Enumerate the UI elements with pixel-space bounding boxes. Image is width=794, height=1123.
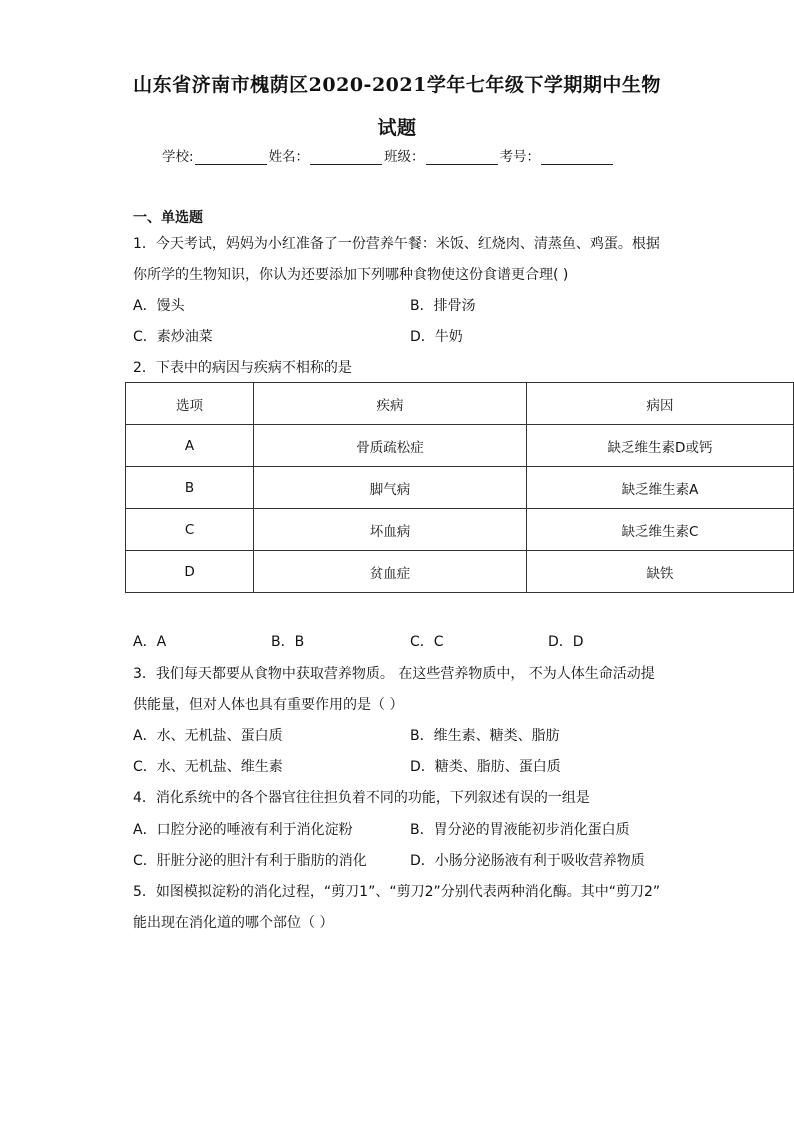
class-label: 班级： bbox=[384, 149, 425, 165]
q1-option-a[interactable]: A．馒头 bbox=[133, 298, 185, 314]
table-cell: 坏血病 bbox=[254, 509, 527, 551]
q4-option-d[interactable]: D．小肠分泌肠液有利于吸收营养物质 bbox=[410, 853, 645, 869]
q4-option-c[interactable]: C．肝脏分泌的胆汁有利于脂肪的消化 bbox=[133, 853, 367, 869]
table-header-cell: 病因 bbox=[527, 383, 794, 425]
name-label: 姓名： bbox=[268, 149, 310, 165]
school-blank[interactable] bbox=[195, 150, 267, 165]
table-cell: 骨质疏松症 bbox=[254, 425, 527, 467]
exam-title-line1: 山东省济南市槐荫区2020-2021学年七年级下学期期中生物 bbox=[133, 74, 661, 96]
q2-option-a[interactable]: A．A bbox=[133, 634, 167, 650]
table-row bbox=[126, 509, 794, 551]
disease-table bbox=[125, 382, 794, 593]
class-blank[interactable] bbox=[426, 150, 498, 165]
table-header-cell: 疾病 bbox=[254, 383, 527, 425]
q4-option-a[interactable]: A．口腔分泌的唾液有利于消化淀粉 bbox=[133, 822, 353, 838]
student-info-row bbox=[162, 145, 615, 165]
table-row bbox=[126, 551, 794, 593]
table-cell: 缺铁 bbox=[527, 551, 794, 593]
table-cell: 缺乏维生素A bbox=[527, 467, 794, 509]
table-header-cell: 选项 bbox=[126, 383, 254, 425]
q1-option-b[interactable]: B．排骨汤 bbox=[410, 298, 476, 314]
q2-option-b[interactable]: B．B bbox=[271, 634, 305, 650]
table-cell: D bbox=[126, 551, 254, 593]
q1-stem-line1: 1．今天考试，妈妈为小红准备了一份营养午餐：米饭、红烧肉、清蒸鱼、鸡蛋。根据 bbox=[133, 236, 660, 252]
table-cell: B bbox=[126, 467, 254, 509]
q3-option-b[interactable]: B．维生素、糖类、脂肪 bbox=[410, 728, 560, 744]
q3-stem-line1: 3．我们每天都要从食物中获取营养物质。 在这些营养物质中， 不为人体生命活动提 bbox=[133, 666, 655, 682]
q5-stem-line1: 5．如图模拟淀粉的消化过程，“剪刀1”、“剪刀2”分别代表两种消化酶。其中“剪刀2” bbox=[133, 884, 661, 900]
exam-title-line2: 试题 bbox=[377, 117, 417, 139]
school-label: 学校: bbox=[162, 149, 194, 165]
q2-stem: 2．下表中的病因与疾病不相称的是 bbox=[133, 360, 352, 376]
exam-number-blank[interactable] bbox=[541, 150, 613, 165]
table-row bbox=[126, 467, 794, 509]
q2-option-c[interactable]: C．C bbox=[410, 634, 444, 650]
q1-option-d[interactable]: D．牛奶 bbox=[410, 329, 463, 345]
table-cell: 缺乏维生素D或钙 bbox=[527, 425, 794, 467]
q3-option-a[interactable]: A．水、无机盐、蛋白质 bbox=[133, 728, 283, 744]
table-cell: 贫血症 bbox=[254, 551, 527, 593]
q4-option-b[interactable]: B．胃分泌的胃液能初步消化蛋白质 bbox=[410, 822, 630, 838]
table-cell: A bbox=[126, 425, 254, 467]
section-title: 一、单选题 bbox=[133, 210, 203, 226]
q2-option-d[interactable]: D．D bbox=[548, 634, 584, 650]
q1-option-c[interactable]: C．素炒油菜 bbox=[133, 329, 213, 345]
q5-stem-line2: 能出现在消化道的哪个部位（ ） bbox=[133, 915, 334, 931]
name-blank[interactable] bbox=[310, 150, 382, 165]
table-header-row bbox=[126, 383, 794, 425]
table-cell: C bbox=[126, 509, 254, 551]
q1-stem-line2: 你所学的生物知识，你认为还要添加下列哪种食物使这份食谱更合理( ) bbox=[133, 267, 569, 283]
q3-option-c[interactable]: C．水、无机盐、维生素 bbox=[133, 759, 283, 775]
table-cell: 缺乏维生素C bbox=[527, 509, 794, 551]
q3-stem-line2: 供能量，但对人体也具有重要作用的是（ ） bbox=[133, 697, 404, 713]
table-row bbox=[126, 425, 794, 467]
table-cell: 脚气病 bbox=[254, 467, 527, 509]
q4-stem: 4．消化系统中的各个器官往往担负着不同的功能，下列叙述有误的一组是 bbox=[133, 790, 590, 806]
exam-number-label: 考号： bbox=[499, 149, 541, 165]
q3-option-d[interactable]: D．糖类、脂肪、蛋白质 bbox=[410, 759, 561, 775]
